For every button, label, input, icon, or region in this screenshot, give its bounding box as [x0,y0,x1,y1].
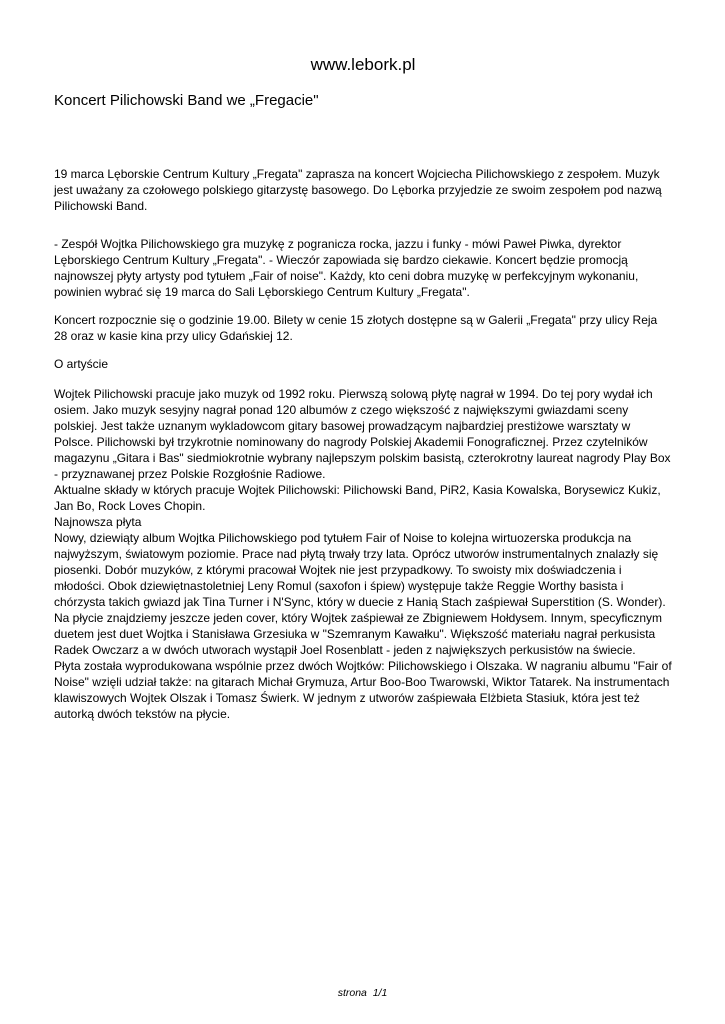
album-subheading: Najnowsza płyta [54,515,142,529]
section-heading-about-artist: O artyście [54,357,109,371]
site-url-header: www.lebork.pl [310,55,416,74]
page-number-footer: strona 1/1 [337,987,388,999]
intro-paragraph: 19 marca Lęborskie Centrum Kultury „Fregata" zaprasza na koncert Wojciecha Pilichowskiego z zespołem. Muzyk jest uważany za czołowego polskiego gitarzystę basowego. Do Lęborka przyjedzie ze swoim zespołem pod nazwą Pilichowski Band. [54,167,662,213]
quote-paragraph: - Zespół Wojtka Pilichowskiego gra muzykę z pogranicza rocka, jazzu i funky - mówi Paweł Piwka, dyrektor Lęborskiego Centrum Kultury „Fregata". - Wieczór zapowiada się bardzo ciekawie. Koncert będzie promocją najnowszej płyty artysty pod tytułem „Fair of noise". Każdy, kto ceni dobra muzykę w perfekcyjnym wykonaniu, powinien wybrać się 19 marca do Sali Lęborskiego Centrum Kultury „Fregata". [54,237,639,299]
ticket-info-paragraph: Koncert rozpocznie się o godzinie 19.00. Bilety w cenie 15 złotych dostępne są w Galerii „Fregata" przy ulicy Reja 28 oraz w kasie kina przy ulicy Gdańskiej 12. [54,313,658,343]
article-title: Koncert Pilichowski Band we „Fregacie" [54,92,319,109]
current-bands-text: Aktualne składy w których pracuje Wojtek Pilichowski: Pilichowski Band, PiR2, Kasia Kowalska, Borysewicz Kukiz, Jan Bo, Rock Loves Chopin. [54,483,661,513]
production-credits-text: Płyta została wyprodukowana wspólnie przez dwóch Wojtków: Pilichowskiego i Olszaka. W nagraniu albumu "Fair of Noise" wzięli udział także: na gitarach Michał Grymuza, Artur Boo-Boo Twarowski, Wiktor Tatarek. Na instrumentach klawiszowych Wojtek Olszak i Tomasz Świerk. W jednym z utworów zaśpiewała Elżbieta Stasiuk, która jest też autorką dwóch tekstów na płycie. [54,659,672,721]
album-description-text: Nowy, dziewiąty album Wojtka Pilichowskiego pod tytułem Fair of Noise to kolejna wirtuozerska produkcja na najwyższym, światowym poziomie. Prace nad płytą trwały trzy lata. Oprócz utworów instrumentalnych znalazły się piosenki. Dobór muzyków, z którymi pracował Wojtek nie jest przypadkowy. To swoisty mix doświadczenia i młodości. Obok dziewiętnastoletniej Leny Romul (saxofon i śpiew) występuje także Reggie Worthy basista i chórzysta takich gwiazd jak Tina Turner i N'Sync, który w duecie z Hanią Stach zaśpiewał Superstition (S. Wonder). Na płycie znajdziemy jeszcze jeden cover, który Wojtek zaśpiewał ze Zbigniewem Hołdysem. Innym, specyficznym duetem jest duet Wojtka i Stanisława Grzesiuka w "Szemranym Kawałku". Większość materiału nagrał perkusista Radek Owczarz a w dwóch utworach wystąpił Joel Rosenblatt - jeden z największych perkusistów na świecie. [54,531,666,657]
artist-bio-block [54,386,672,722]
artist-bio-text: Wojtek Pilichowski pracuje jako muzyk od 1992 roku. Pierwszą solową płytę nagrał w 1994. Do tej pory wydał ich osiem. Jako muzyk sesyjny nagrał ponad 120 albumów z czego większość z największymi gwiazdami sceny polskiej. Jest także uznanym wykladowcom gitary basowej prowadzącym najbardziej prestiżowe warsztaty w Polsce. Pilichowski był trzykrotnie nominowany do nagrody Polskiej Akademii Fonograficznej. Przez czytelników magazynu „Gitara i Bas" siedmiokrotnie wybrany najlepszym polskim basistą, czterokrotny laureat nagrody Play Box - przyznawanej przez Polskie Rozgłośnie Radiowe. [54,387,671,481]
